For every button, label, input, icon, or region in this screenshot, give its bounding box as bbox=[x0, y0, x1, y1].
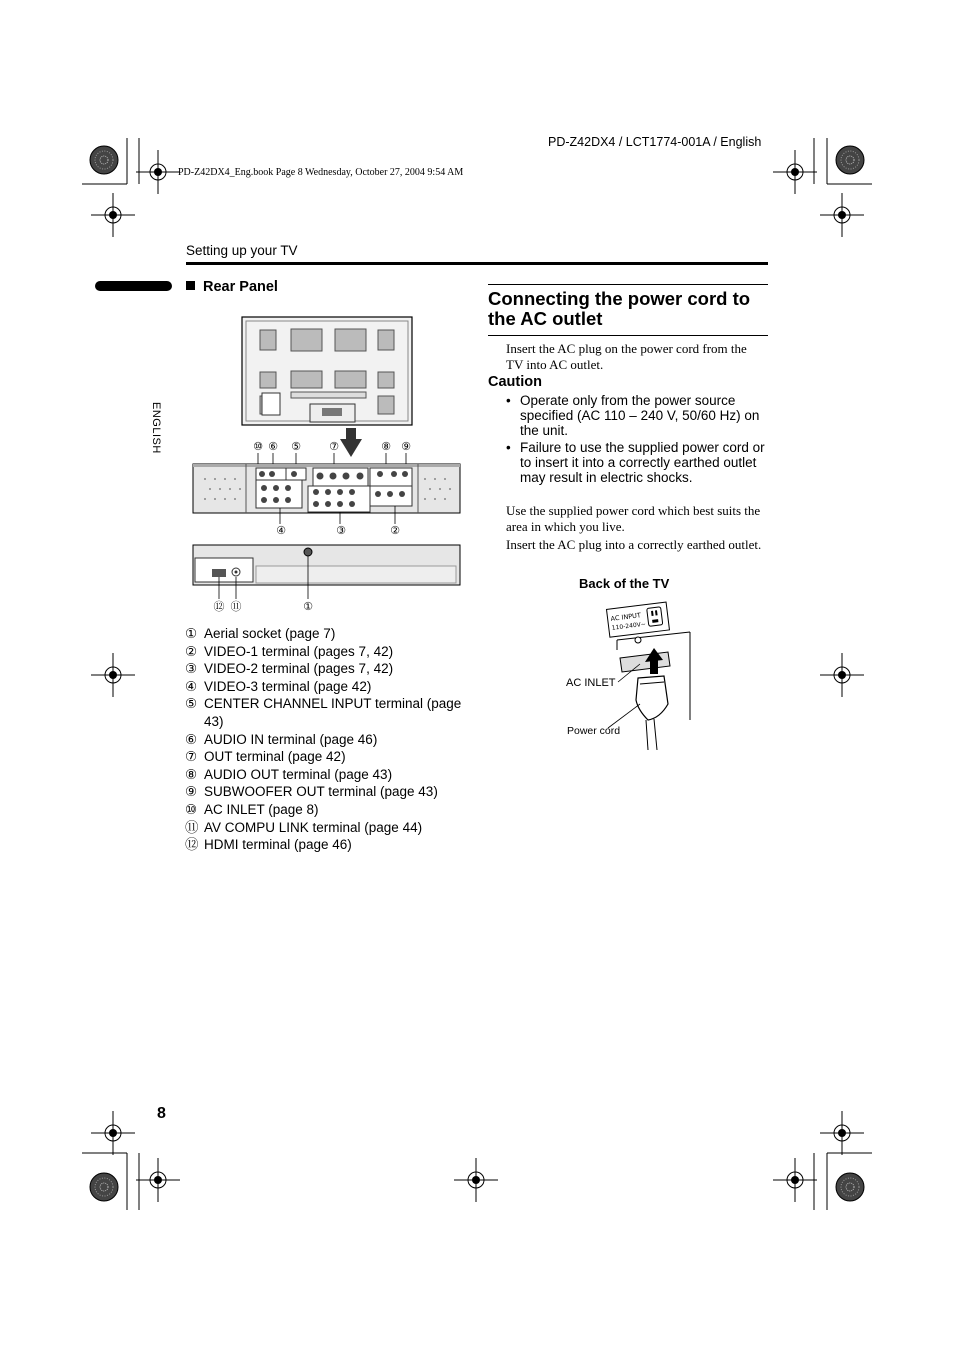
list-item bbox=[185, 766, 475, 784]
side-tab-marker bbox=[95, 281, 172, 291]
list-item bbox=[185, 748, 475, 766]
rear-panel-title: Rear Panel bbox=[203, 279, 278, 295]
list-number: ⑥ bbox=[185, 731, 198, 747]
callout-8: ⑧ bbox=[381, 440, 391, 453]
list-text: Aerial socket (page 7) bbox=[204, 626, 336, 641]
list-item bbox=[506, 393, 768, 439]
callout-1: ① bbox=[303, 600, 313, 613]
power-cord-heading: Connecting the power cord to the AC outlet bbox=[488, 288, 751, 329]
callout-12: ⑫ bbox=[213, 600, 225, 613]
paragraph-insert-plug: Insert the AC plug into a correctly earthed outlet. bbox=[506, 537, 762, 552]
list-item bbox=[185, 678, 475, 696]
list-item bbox=[185, 819, 475, 837]
callout-10: ⑩ bbox=[253, 440, 263, 453]
list-text: SUBWOOFER OUT terminal (page 43) bbox=[204, 784, 438, 800]
callout-6: ⑥ bbox=[268, 440, 278, 453]
callout-9: ⑨ bbox=[401, 440, 411, 453]
voltage-label: 110-240V~ bbox=[611, 620, 647, 632]
list-text: AC INLET (page 8) bbox=[204, 801, 319, 817]
callout-2: ② bbox=[390, 524, 400, 537]
list-item bbox=[185, 783, 475, 801]
square-bullet-icon bbox=[186, 281, 195, 290]
list-number: ② bbox=[185, 643, 198, 659]
book-info-line: PD-Z42DX4_Eng.book Page 8 Wednesday, October 27, 2004 9:54 AM bbox=[178, 167, 464, 178]
list-text: AV COMPU LINK terminal (page 44) bbox=[204, 819, 423, 835]
heading-rule-top bbox=[488, 284, 768, 285]
header-rule bbox=[186, 262, 768, 265]
list-item bbox=[185, 731, 475, 749]
callout-5: ⑤ bbox=[291, 440, 301, 453]
callout-3: ③ bbox=[336, 524, 346, 537]
list-item bbox=[185, 625, 475, 643]
list-number: ⑩ bbox=[185, 801, 198, 817]
list-item bbox=[185, 695, 475, 730]
list-item bbox=[185, 801, 475, 819]
rear-panel-diagram bbox=[190, 314, 465, 614]
list-number: ⑫ bbox=[185, 837, 199, 853]
caution-text: Operate only from the power source specified (AC 110 – 240 V, 50/60 Hz) on the unit. bbox=[520, 393, 760, 439]
rear-panel-heading bbox=[186, 279, 278, 295]
ac-inlet-label: AC INLET bbox=[566, 677, 616, 689]
list-number: ⑧ bbox=[185, 766, 198, 782]
intro-paragraph: Insert the AC plug on the power cord from the TV into AC outlet. bbox=[506, 341, 747, 372]
heading-rule-bottom bbox=[488, 335, 768, 336]
list-number: ⑨ bbox=[185, 784, 198, 800]
document-id: PD-Z42DX4 / LCT1774-001A / English bbox=[548, 135, 762, 149]
bullet-icon: • bbox=[506, 393, 511, 408]
paragraph-supplied-cord: Use the supplied power cord which best suits the area in which you live. bbox=[506, 503, 761, 534]
list-text: VIDEO-2 terminal (pages 7, 42) bbox=[204, 661, 394, 677]
list-number: ③ bbox=[185, 661, 198, 677]
bullet-icon: • bbox=[506, 439, 511, 455]
caution-heading: Caution bbox=[488, 374, 542, 390]
callout-7: ⑦ bbox=[329, 440, 339, 453]
language-tab: ENGLISH bbox=[150, 402, 162, 454]
caution-text: Failure to use the supplied power cord or to insert it into a correctly earthed outlet may result in electric shocks. bbox=[520, 439, 765, 486]
list-number: ④ bbox=[185, 678, 198, 694]
list-text: HDMI terminal (page 46) bbox=[204, 837, 352, 853]
page-number: 8 bbox=[157, 1105, 166, 1122]
terminal-list bbox=[185, 625, 475, 854]
power-cord-label: Power cord bbox=[567, 725, 621, 737]
list-item bbox=[185, 660, 475, 678]
caution-list bbox=[506, 393, 768, 486]
list-text: CENTER CHANNEL INPUT terminal (page 43) bbox=[204, 696, 462, 729]
list-item bbox=[506, 440, 768, 486]
list-text: VIDEO-3 terminal (page 42) bbox=[204, 678, 372, 694]
list-text: AUDIO IN terminal (page 46) bbox=[204, 731, 378, 747]
list-number: ① bbox=[185, 626, 198, 641]
callout-11: ⑪ bbox=[230, 600, 242, 613]
list-number: ⑤ bbox=[185, 696, 198, 712]
list-item bbox=[185, 836, 475, 854]
list-text: AUDIO OUT terminal (page 43) bbox=[204, 766, 393, 782]
list-number: ⑪ bbox=[185, 819, 199, 835]
list-text: VIDEO-1 terminal (pages 7, 42) bbox=[204, 643, 394, 659]
back-of-tv-title: Back of the TV bbox=[579, 576, 670, 591]
ac-input-label: AC INPUT bbox=[610, 611, 642, 623]
section-title: Setting up your TV bbox=[186, 243, 298, 258]
list-text: OUT terminal (page 42) bbox=[204, 749, 346, 765]
list-number: ⑦ bbox=[185, 749, 198, 765]
list-item bbox=[185, 643, 475, 661]
callout-4: ④ bbox=[276, 524, 286, 537]
